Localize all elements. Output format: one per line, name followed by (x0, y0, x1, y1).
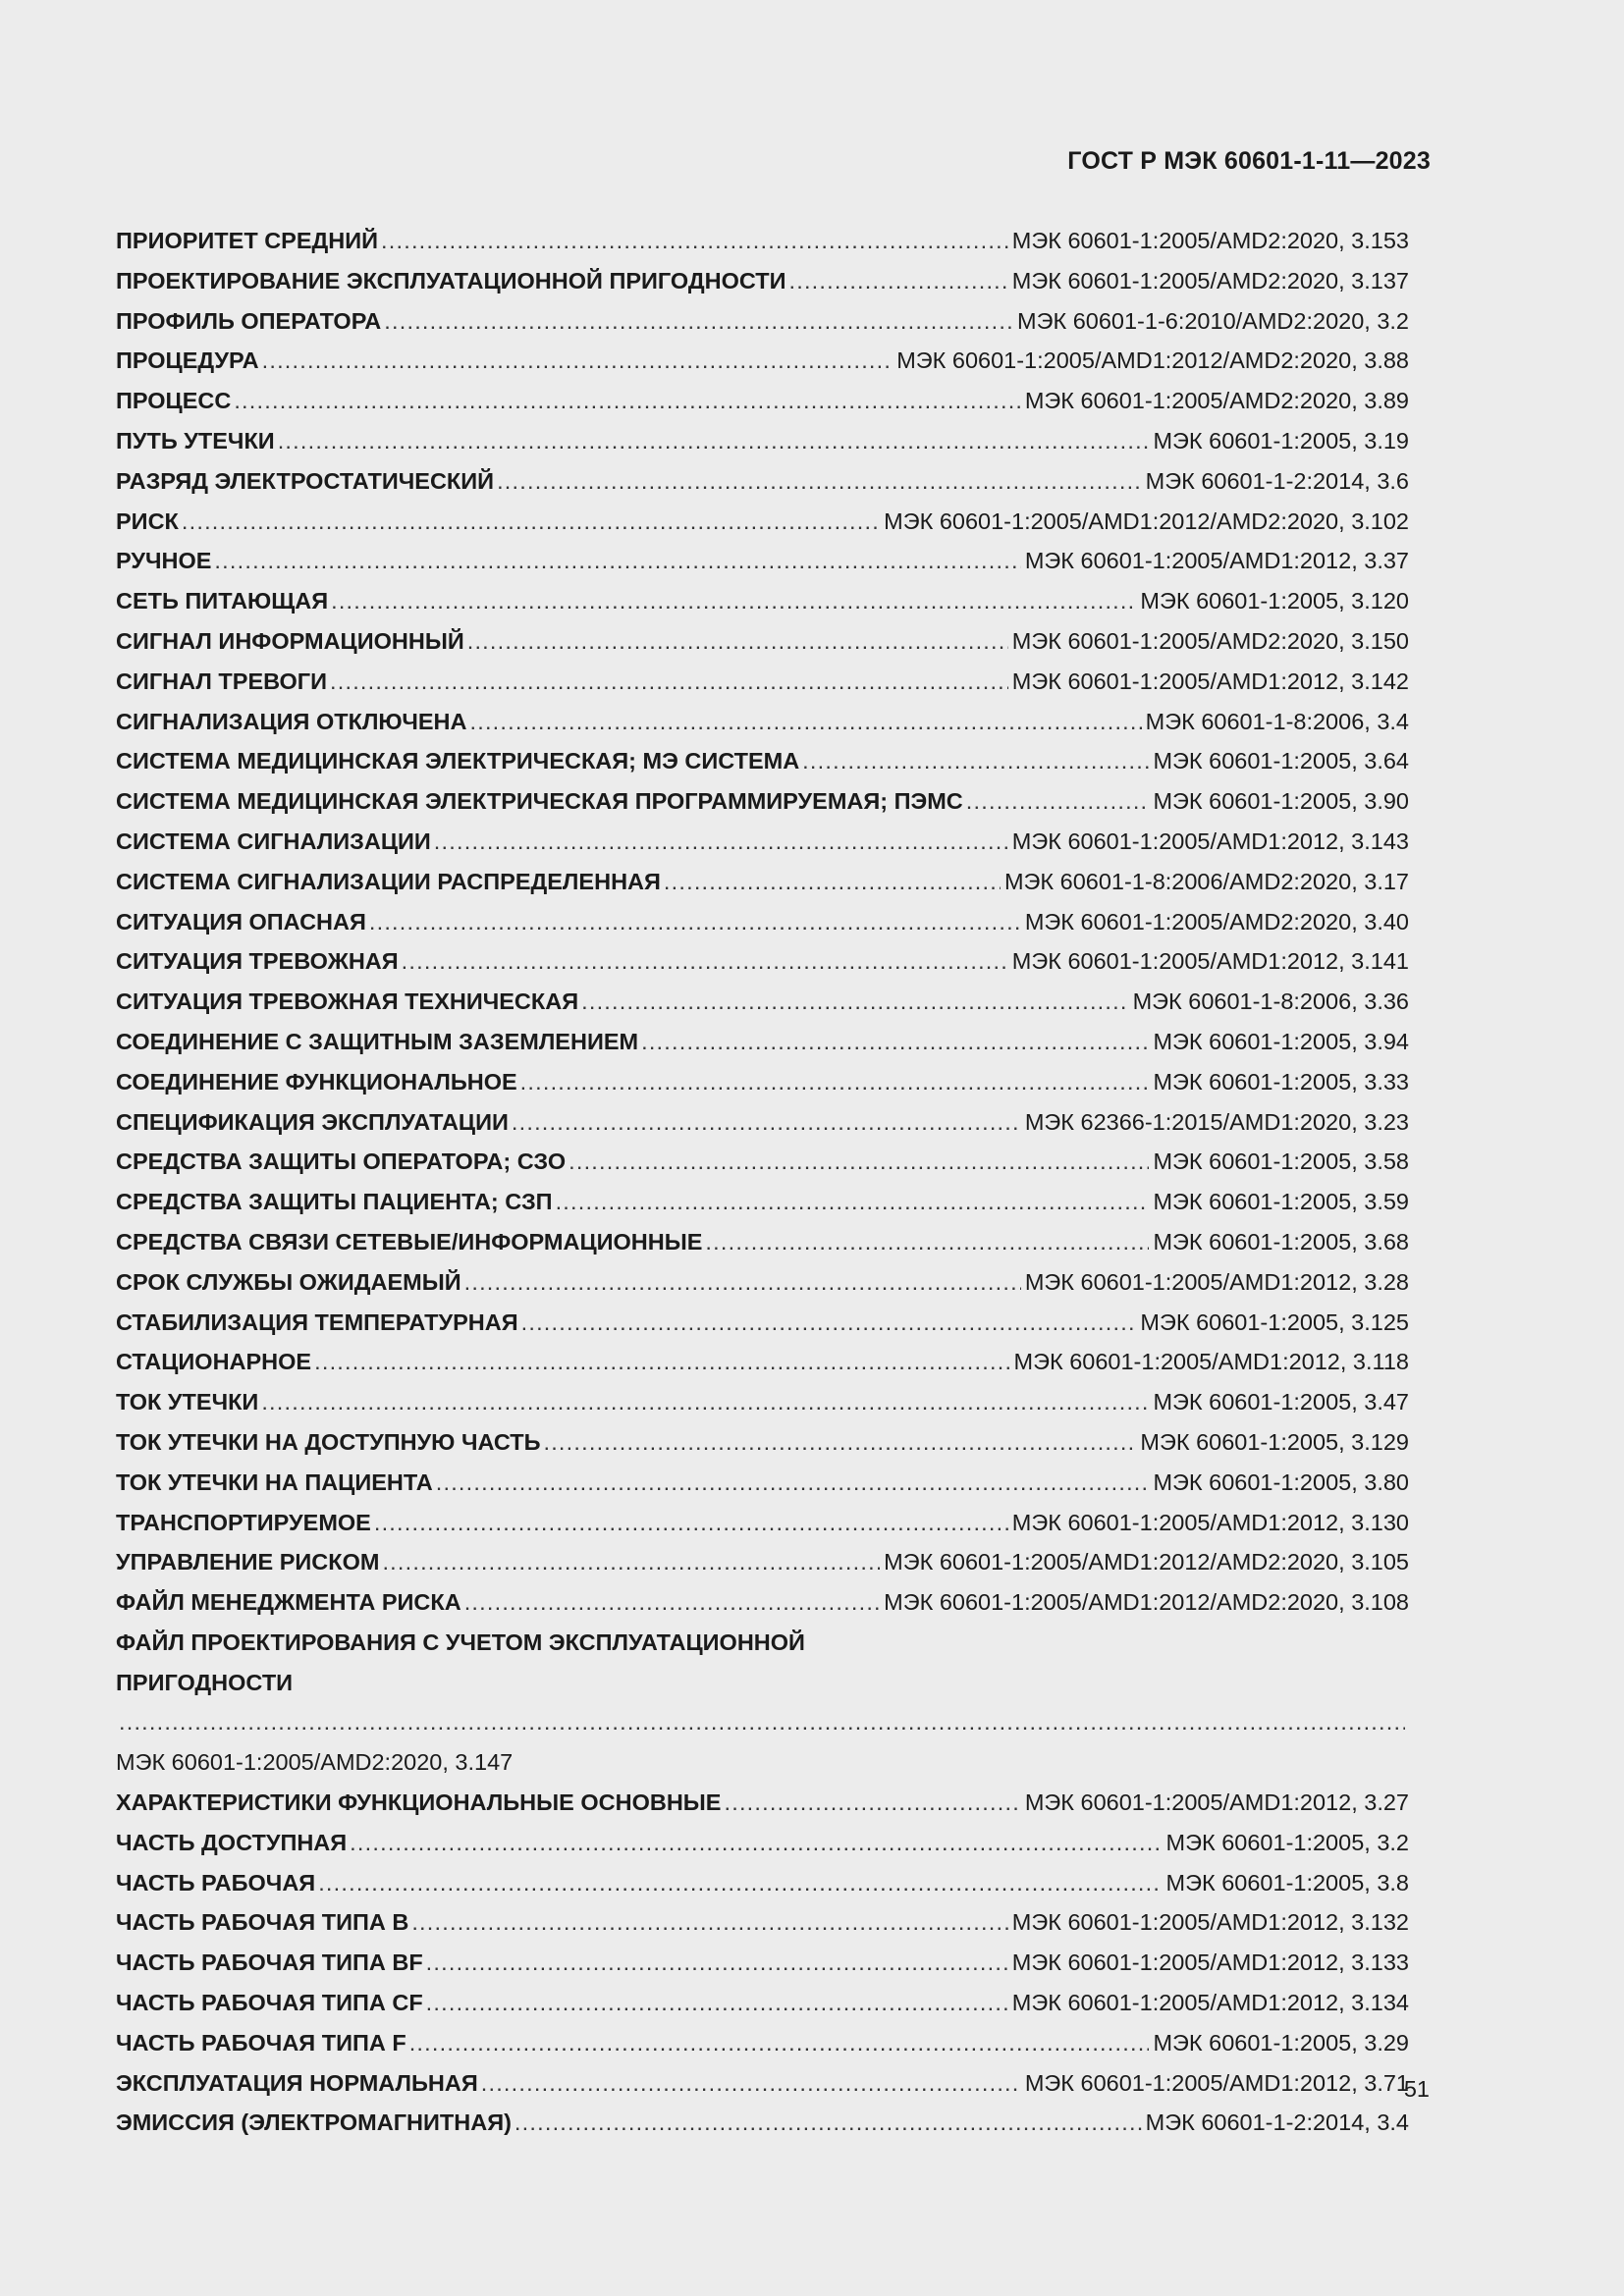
entry-term: СЕТЬ ПИТАЮЩАЯ (116, 588, 329, 614)
entry-reference: МЭК 60601-1:2005, 3.8 (1165, 1869, 1409, 1896)
dot-leader (467, 621, 1008, 662)
dot-leader (384, 301, 1013, 342)
entry-term: ФАЙЛ МЕНЕДЖМЕНТА РИСКА (116, 1589, 461, 1616)
entry-term: СИТУАЦИЯ ОПАСНАЯ (116, 908, 366, 934)
dot-leader (966, 781, 1150, 822)
entry-reference: МЭК 60601-1:2005/AMD1:2012/AMD2:2020, 3.105 (884, 1549, 1409, 1575)
index-entry (116, 1102, 1409, 1143)
entry-term: РИСК (116, 507, 179, 534)
dot-leader (556, 1182, 1150, 1222)
dot-leader (350, 1823, 1162, 1863)
index-entry (116, 1142, 1409, 1182)
entry-term: ЧАСТЬ РАБОЧАЯ ТИПА CF (116, 1990, 423, 2016)
dot-leader (514, 2103, 1142, 2143)
entry-term: ЧАСТЬ РАБОЧАЯ ТИПА В (116, 1909, 409, 1936)
entry-term: ЧАСТЬ РАБОЧАЯ ТИПА F (116, 2029, 406, 2056)
index-entry (116, 822, 1409, 862)
dot-leader (314, 1342, 1009, 1382)
entry-term: СОЕДИНЕНИЕ С ЗАЩИТНЫМ ЗАЗЕМЛЕНИЕМ (116, 1028, 639, 1054)
entry-term: СИСТЕМА МЕДИЦИНСКАЯ ЭЛЕКТРИЧЕСКАЯ ПРОГРАММИРУЕМАЯ; ПЭМС (116, 788, 963, 815)
entry-term: СРЕДСТВА СВЯЗИ СЕТЕВЫЕ/ИНФОРМАЦИОННЫЕ (116, 1228, 703, 1255)
index-entry (116, 541, 1409, 581)
entry-reference: МЭК 60601-1:2005, 3.2 (1165, 1829, 1409, 1855)
entry-term: ПРОЕКТИРОВАНИЕ ЭКСПЛУАТАЦИОННОЙ ПРИГОДНОСТИ (116, 267, 786, 294)
entry-reference: МЭК 60601-1:2005/AMD2:2020, 3.147 (116, 1749, 514, 1776)
index-entry (116, 941, 1409, 982)
dot-leader (234, 381, 1021, 421)
index-entry (116, 1182, 1409, 1222)
dot-leader (581, 982, 1128, 1022)
entry-reference: МЭК 60601-1:2005/AMD1:2012, 3.134 (1011, 1990, 1409, 2016)
index-entry (116, 581, 1409, 621)
dot-leader (374, 1503, 1008, 1543)
dot-leader (725, 1783, 1021, 1823)
dot-leader (261, 1382, 1149, 1422)
dot-leader (497, 461, 1142, 502)
dot-leader (520, 1062, 1150, 1102)
index-entry (116, 902, 1409, 942)
dot-leader (182, 502, 880, 542)
entry-reference: МЭК 60601-1-8:2006, 3.36 (1132, 988, 1409, 1015)
entry-reference: МЭК 60601-1:2005, 3.19 (1153, 427, 1409, 454)
entry-reference: МЭК 60601-1:2005, 3.125 (1140, 1308, 1409, 1335)
entry-reference: МЭК 60601-1:2005, 3.94 (1153, 1028, 1409, 1054)
dot-leader (119, 1702, 1405, 1742)
index-entry (116, 1062, 1409, 1102)
entry-reference: МЭК 60601-1-2:2014, 3.6 (1145, 467, 1409, 494)
entry-reference: МЭК 60601-1:2005/AMD1:2012/AMD2:2020, 3.88 (896, 347, 1409, 374)
entry-term: ПРОФИЛЬ ОПЕРАТОРА (116, 307, 382, 334)
dot-leader (464, 1262, 1021, 1303)
entry-term: РАЗРЯД ЭЛЕКТРОСТАТИЧЕСКИЙ (116, 467, 495, 494)
index-entry (116, 381, 1409, 421)
entry-reference: МЭК 60601-1:2005, 3.29 (1153, 2029, 1409, 2056)
entry-term: СИСТЕМА МЕДИЦИНСКАЯ ЭЛЕКТРИЧЕСКАЯ; МЭ СИСТЕМА (116, 748, 800, 774)
entry-term: СПЕЦИФИКАЦИЯ ЭКСПЛУАТАЦИИ (116, 1108, 509, 1135)
index-entry (116, 621, 1409, 662)
entry-term: СТАЦИОНАРНОЕ (116, 1349, 312, 1375)
dot-leader (262, 341, 893, 381)
entry-reference: МЭК 60601-1:2005/AMD1:2012, 3.27 (1024, 1789, 1409, 1816)
entry-term: УПРАВЛЕНИЕ РИСКОМ (116, 1549, 380, 1575)
entry-reference: МЭК 60601-1:2005/AMD1:2012, 3.130 (1011, 1509, 1409, 1535)
entry-reference: МЭК 60601-1:2005, 3.90 (1153, 788, 1409, 815)
entry-reference: МЭК 60601-1:2005, 3.59 (1153, 1189, 1409, 1215)
entry-reference: МЭК 60601-1:2005/AMD2:2020, 3.40 (1024, 908, 1409, 934)
dot-leader (369, 902, 1021, 942)
index-entry (116, 1342, 1409, 1382)
entry-reference: МЭК 60601-1:2005/AMD1:2012, 3.28 (1024, 1268, 1409, 1295)
entry-reference: МЭК 60601-1:2005/AMD1:2012, 3.132 (1011, 1909, 1409, 1936)
index-entry (116, 781, 1409, 822)
entry-reference: МЭК 60601-1:2005/AMD1:2012, 3.133 (1011, 1949, 1409, 1976)
entry-term: СРЕДСТВА ЗАЩИТЫ ПАЦИЕНТА; СЗП (116, 1189, 553, 1215)
dot-leader (330, 662, 1008, 702)
index-entry (116, 1222, 1409, 1262)
dot-leader (664, 862, 1001, 902)
entry-term: ПУТЬ УТЕЧКИ (116, 427, 275, 454)
entry-term: СИГНАЛ ТРЕВОГИ (116, 667, 328, 694)
index-entry (116, 1503, 1409, 1543)
entry-reference: МЭК 60601-1-8:2006/AMD2:2020, 3.17 (1003, 868, 1409, 894)
index-entry (116, 1943, 1409, 1983)
index-entry (116, 341, 1409, 381)
index-entry (116, 662, 1409, 702)
index-entry (116, 1262, 1409, 1303)
entry-term: СИТУАЦИЯ ТРЕВОЖНАЯ ТЕХНИЧЕСКАЯ (116, 988, 579, 1015)
entry-term: ЧАСТЬ ДОСТУПНАЯ (116, 1829, 348, 1855)
entry-reference: МЭК 60601-1:2005/AMD2:2020, 3.153 (1011, 228, 1409, 253)
entry-term: СИСТЕМА СИГНАЛИЗАЦИИ (116, 828, 431, 854)
entry-term: СИГНАЛ ИНФОРМАЦИОННЫЙ (116, 627, 464, 654)
entry-reference: МЭК 60601-1:2005, 3.120 (1140, 588, 1409, 614)
index-entry (116, 221, 1409, 261)
dot-leader (568, 1142, 1149, 1182)
entry-term: СИГНАЛИЗАЦИЯ ОТКЛЮЧЕНА (116, 708, 467, 734)
entry-reference: МЭК 60601-1-2:2014, 3.4 (1145, 2109, 1409, 2136)
dot-leader (426, 1983, 1008, 2023)
entry-reference: МЭК 60601-1:2005/AMD1:2012, 3.141 (1011, 948, 1409, 975)
entry-reference: МЭК 60601-1:2005, 3.129 (1140, 1428, 1409, 1455)
dot-leader (318, 1863, 1162, 1903)
entry-reference: МЭК 60601-1-6:2010/AMD2:2020, 3.2 (1017, 307, 1409, 334)
entry-term: СИСТЕМА СИГНАЛИЗАЦИИ РАСПРЕДЕЛЕННАЯ (116, 868, 661, 894)
entry-term: ПРОЦЕДУРА (116, 347, 259, 374)
entry-reference: МЭК 60601-1:2005/AMD2:2020, 3.89 (1024, 388, 1409, 414)
index-entry (116, 1863, 1409, 1903)
dot-leader (543, 1422, 1136, 1463)
dot-leader (436, 1463, 1150, 1503)
dot-leader (802, 741, 1149, 781)
entry-reference: МЭК 60601-1:2005, 3.68 (1153, 1228, 1409, 1255)
dot-leader (469, 702, 1141, 742)
entry-term: РУЧНОЕ (116, 548, 212, 574)
dot-leader (214, 541, 1020, 581)
index-entry (116, 421, 1409, 461)
dot-leader (521, 1303, 1137, 1343)
index-entry (116, 702, 1409, 742)
entry-reference: МЭК 60601-1:2005, 3.58 (1153, 1148, 1409, 1175)
entry-reference: МЭК 60601-1-8:2006, 3.4 (1145, 708, 1409, 734)
index-entry (116, 1382, 1409, 1422)
dot-leader (409, 2023, 1150, 2063)
index-entry (116, 2063, 1409, 2104)
entry-term: ХАРАКТЕРИСТИКИ ФУНКЦИОНАЛЬНЫЕ ОСНОВНЫЕ (116, 1789, 722, 1816)
entry-term: СРЕДСТВА ЗАЩИТЫ ОПЕРАТОРА; СЗО (116, 1148, 567, 1175)
index-entry (116, 301, 1409, 342)
entry-reference: МЭК 60601-1:2005/AMD2:2020, 3.137 (1011, 267, 1409, 294)
dot-leader (411, 1902, 1007, 1943)
entry-reference: МЭК 60601-1:2005, 3.80 (1153, 1468, 1409, 1495)
entry-reference: МЭК 60601-1:2005/AMD1:2012, 3.118 (1013, 1349, 1409, 1375)
entry-reference: МЭК 60601-1:2005/AMD1:2012/AMD2:2020, 3.102 (884, 507, 1409, 534)
entry-term: СТАБИЛИЗАЦИЯ ТЕМПЕРАТУРНАЯ (116, 1308, 518, 1335)
entry-term: ТРАНСПОРТИРУЕМОЕ (116, 1509, 371, 1535)
entry-term: СОЕДИНЕНИЕ ФУНКЦИОНАЛЬНОЕ (116, 1068, 517, 1095)
entry-term: ПРИОРИТЕТ СРЕДНИЙ (116, 228, 379, 253)
index-entry (116, 1422, 1409, 1463)
index-entry (116, 1783, 1409, 1823)
index-entry (116, 2103, 1409, 2143)
dot-leader (434, 822, 1008, 862)
index-entry (116, 2023, 1409, 2063)
entry-reference: МЭК 60601-1:2005, 3.47 (1153, 1389, 1409, 1415)
dot-leader (789, 261, 1008, 301)
index-entry (116, 1542, 1409, 1582)
index-entry (116, 502, 1409, 542)
dot-leader (464, 1582, 880, 1623)
entry-reference: МЭК 60601-1:2005/AMD2:2020, 3.150 (1011, 627, 1409, 654)
index-entry (116, 1463, 1409, 1503)
dot-leader (381, 221, 1008, 261)
entry-reference: МЭК 60601-1:2005, 3.64 (1153, 748, 1409, 774)
entry-term: СИТУАЦИЯ ТРЕВОЖНАЯ (116, 948, 399, 975)
entry-term-line1: ФАЙЛ ПРОЕКТИРОВАНИЯ С УЧЕТОМ ЭКСПЛУАТАЦИОННОЙ (116, 1629, 805, 1655)
entry-term: ПРОЦЕСС (116, 388, 232, 414)
index-entry (116, 1022, 1409, 1062)
entry-reference: МЭК 60601-1:2005/AMD1:2012, 3.37 (1024, 548, 1409, 574)
dot-leader (705, 1222, 1149, 1262)
entry-term: ПРИГОДНОСТИ (116, 1669, 294, 1695)
page-number: 51 (1403, 2076, 1430, 2102)
index-entry (116, 1582, 1409, 1623)
entry-reference: МЭК 60601-1:2005/AMD1:2012, 3.143 (1011, 828, 1409, 854)
document-header: ГОСТ Р МЭК 60601-1-11—2023 (1067, 147, 1431, 175)
entry-reference: МЭК 60601-1:2005/AMD1:2012, 3.71 (1024, 2069, 1409, 2096)
entry-term: ТОК УТЕЧКИ (116, 1389, 259, 1415)
entry-reference: МЭК 60601-1:2005/AMD1:2012/AMD2:2020, 3.108 (884, 1589, 1409, 1616)
index-entry (116, 1902, 1409, 1943)
index-entry (116, 1623, 1409, 1783)
dot-leader (512, 1102, 1021, 1143)
index-entry (116, 982, 1409, 1022)
dot-leader (641, 1022, 1149, 1062)
dot-leader (481, 2063, 1021, 2104)
index-entry (116, 862, 1409, 902)
entry-term: ТОК УТЕЧКИ НА ПАЦИЕНТА (116, 1468, 433, 1495)
dot-leader (426, 1943, 1008, 1983)
index-entry (116, 1303, 1409, 1343)
entry-term: СРОК СЛУЖБЫ ОЖИДАЕМЫЙ (116, 1268, 461, 1295)
index-entry (116, 261, 1409, 301)
dot-leader (331, 581, 1136, 621)
entry-reference: МЭК 60601-1:2005, 3.33 (1153, 1068, 1409, 1095)
dot-leader (382, 1542, 880, 1582)
entry-reference: МЭК 60601-1:2005/AMD1:2012, 3.142 (1011, 667, 1409, 694)
index-entry (116, 1823, 1409, 1863)
entry-term: ЧАСТЬ РАБОЧАЯ ТИПА BF (116, 1949, 423, 1976)
entry-term: ЧАСТЬ РАБОЧАЯ (116, 1869, 316, 1896)
entry-term: ЭМИССИЯ (ЭЛЕКТРОМАГНИТНАЯ) (116, 2109, 512, 2136)
entry-term: ЭКСПЛУАТАЦИЯ НОРМАЛЬНАЯ (116, 2069, 478, 2096)
entry-term: ТОК УТЕЧКИ НА ДОСТУПНУЮ ЧАСТЬ (116, 1428, 541, 1455)
dot-leader (278, 421, 1150, 461)
index-entry (116, 1983, 1409, 2023)
index-entry (116, 741, 1409, 781)
index-entry (116, 461, 1409, 502)
entry-reference: МЭК 62366-1:2015/AMD1:2020, 3.23 (1024, 1108, 1409, 1135)
index-list (116, 221, 1409, 2143)
dot-leader (402, 941, 1008, 982)
